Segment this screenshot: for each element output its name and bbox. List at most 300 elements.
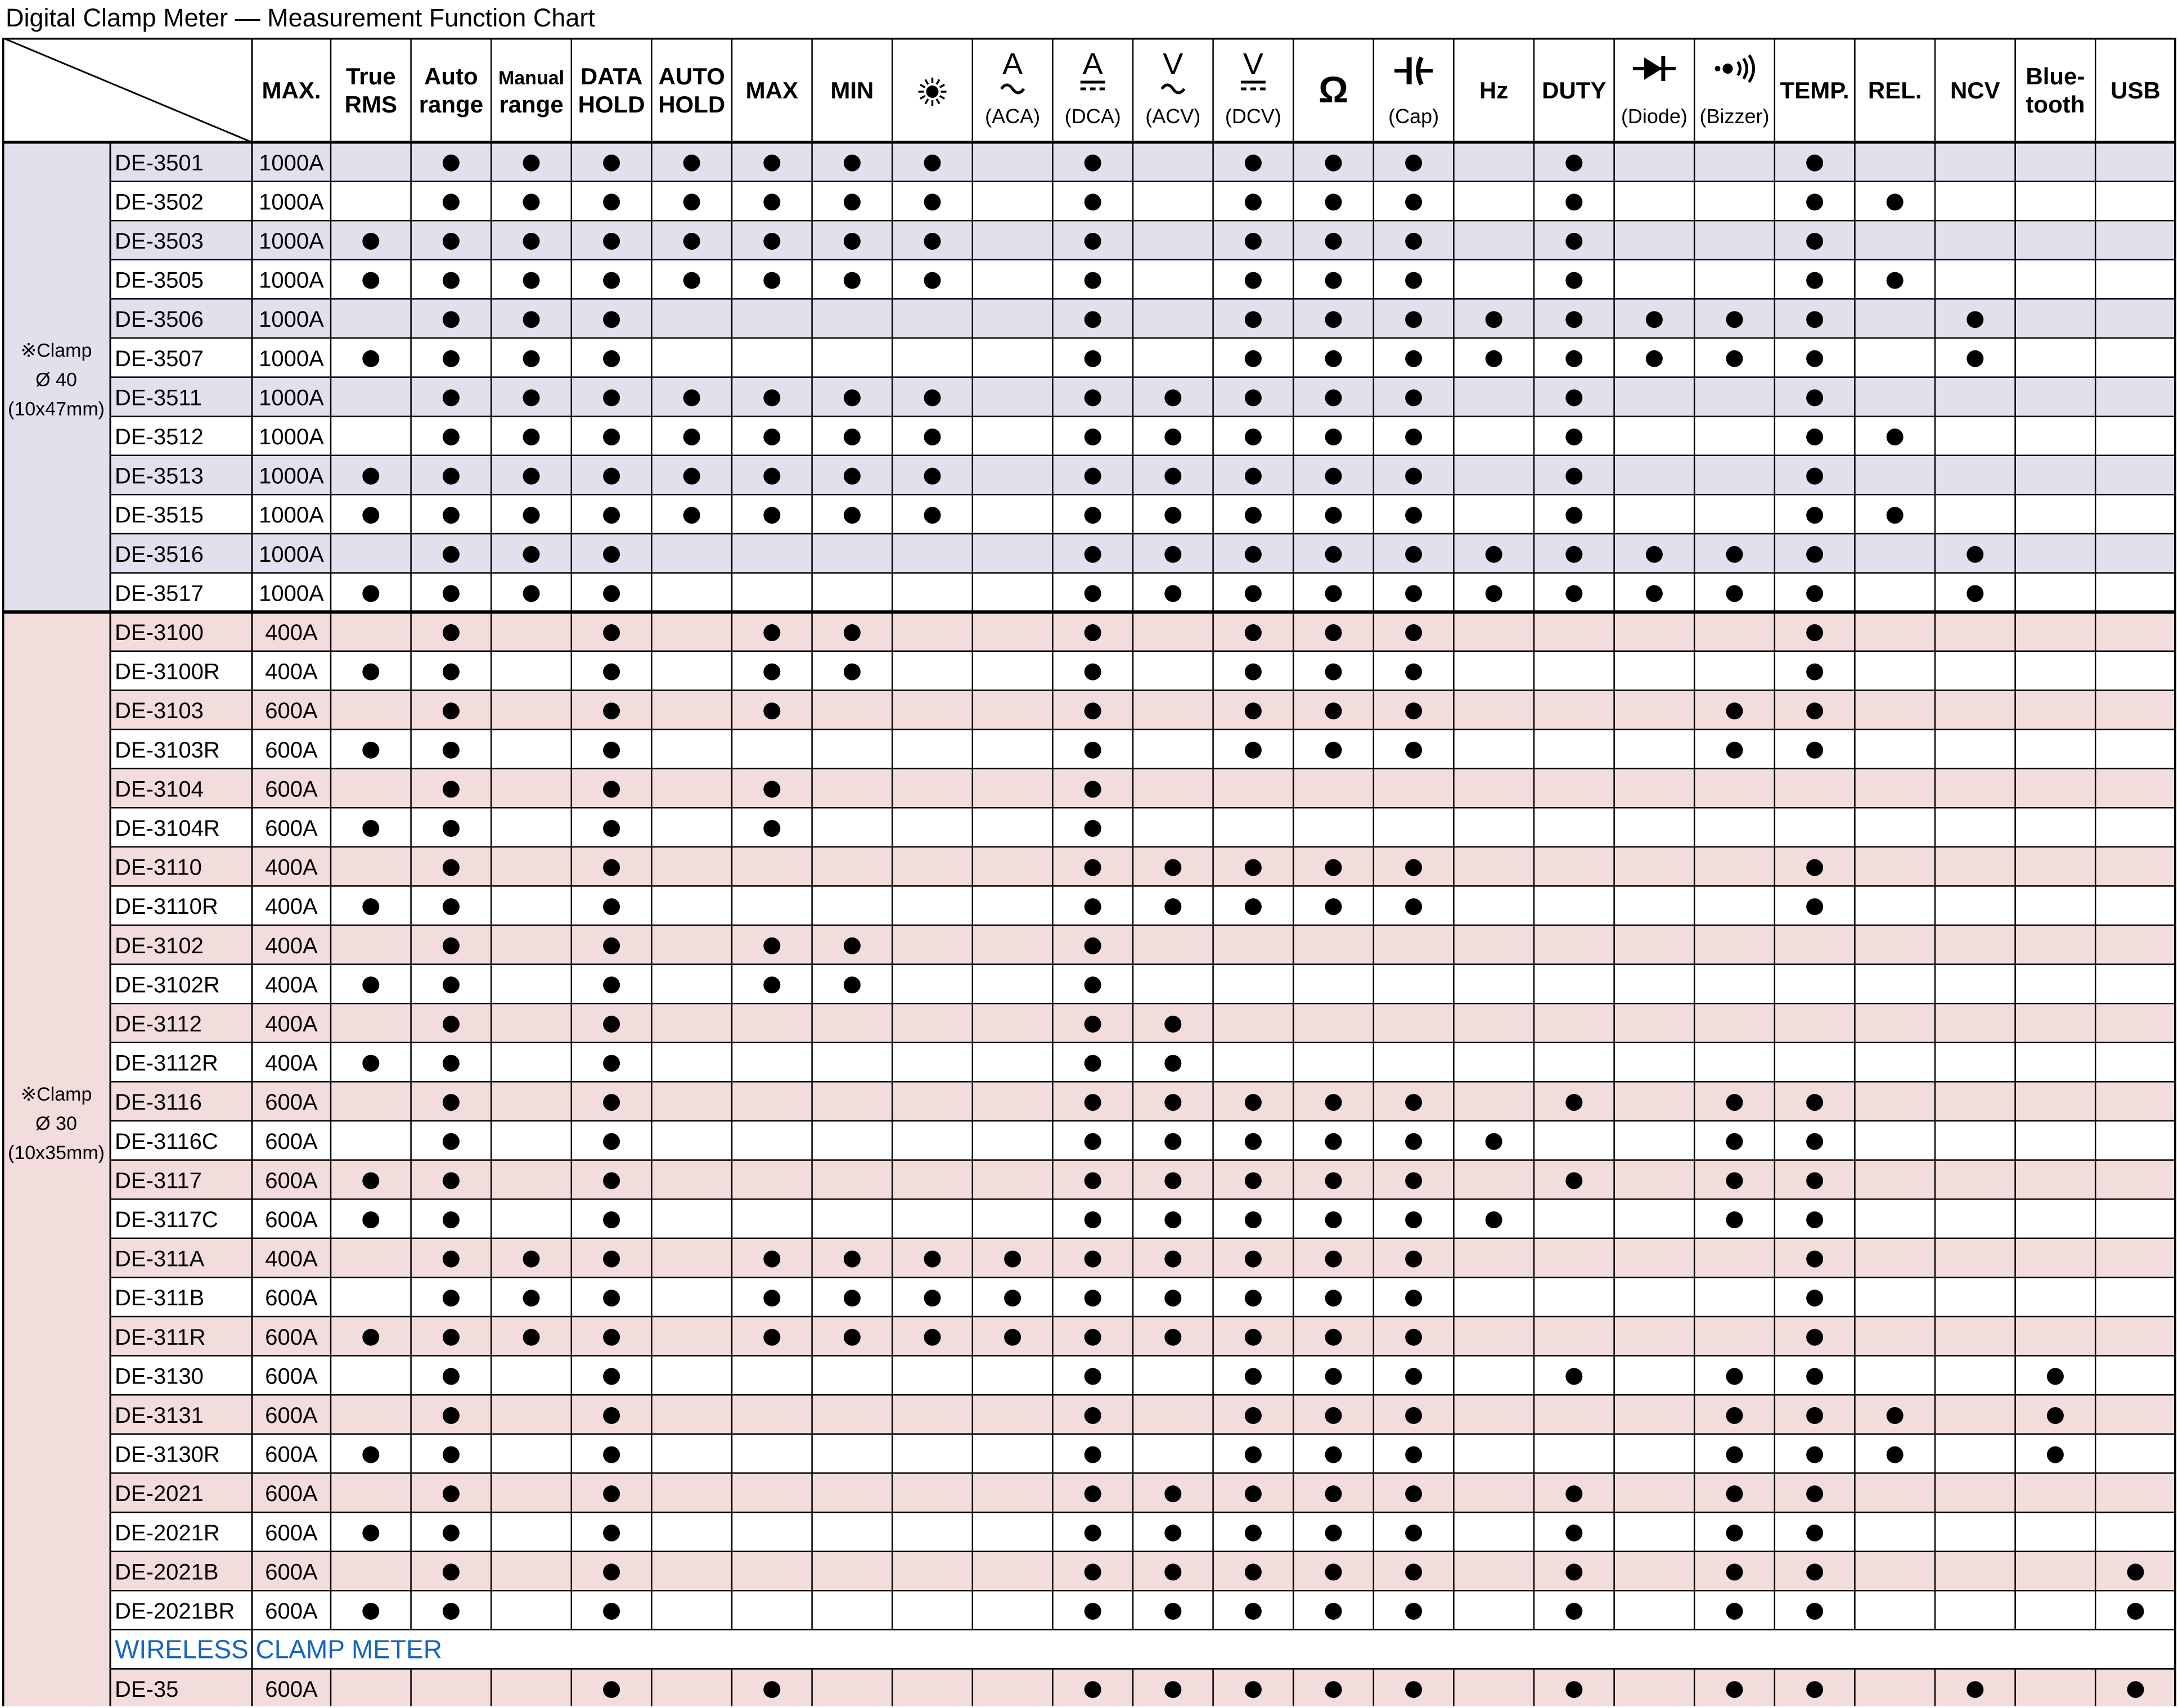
feature-dot-auto-range bbox=[443, 898, 460, 915]
feature-dot-cap bbox=[1405, 702, 1422, 719]
feature-dot-hz bbox=[1486, 1211, 1502, 1228]
model-name: DE-2021BR bbox=[115, 1599, 235, 1624]
model-name: DE-3117C bbox=[115, 1207, 218, 1232]
feature-dot-max-rec bbox=[763, 1329, 780, 1346]
dc-current-icon bbox=[1081, 47, 1105, 89]
feature-dot-rel bbox=[1887, 272, 1904, 289]
feature-dot-buzzer bbox=[1726, 1563, 1743, 1580]
feature-dot-cap bbox=[1405, 272, 1422, 289]
model-name: DE-2021 bbox=[115, 1481, 204, 1507]
model-row bbox=[115, 1129, 1823, 1154]
max-current: 1000A bbox=[259, 542, 324, 567]
feature-dot-bluetooth bbox=[2047, 1446, 2064, 1463]
header-label: HOLD bbox=[658, 91, 726, 118]
feature-dot-diode bbox=[1646, 350, 1663, 367]
feature-dot-temp bbox=[1806, 664, 1823, 681]
feature-dot-auto-range bbox=[443, 702, 460, 719]
feature-dot-manual-range bbox=[523, 429, 540, 445]
feature-dot-max-rec bbox=[763, 976, 780, 993]
feature-dot-data-hold bbox=[603, 820, 620, 837]
feature-dot-true-rms bbox=[362, 664, 379, 681]
model-name: DE-2021B bbox=[115, 1560, 219, 1585]
feature-dot-dca bbox=[1084, 1368, 1101, 1385]
model-name: DE-3513 bbox=[115, 463, 204, 489]
header-caption: (ACV) bbox=[1145, 105, 1201, 128]
model-name: DE-3505 bbox=[115, 268, 204, 293]
feature-dot-manual-range bbox=[523, 546, 540, 563]
feature-dot-acv bbox=[1164, 1603, 1181, 1620]
feature-dot-max-rec bbox=[763, 1251, 780, 1268]
feature-dot-temp bbox=[1806, 155, 1823, 172]
feature-dot-usb bbox=[2127, 1681, 2144, 1698]
feature-dot-dcv bbox=[1245, 1133, 1262, 1150]
header-label: TEMP. bbox=[1780, 77, 1850, 103]
header-max bbox=[262, 77, 321, 103]
feature-dot-auto-range bbox=[443, 1329, 460, 1346]
feature-dot-cap bbox=[1405, 1251, 1422, 1268]
feature-dot-dca bbox=[1084, 429, 1101, 445]
max-current: 1000A bbox=[259, 229, 324, 254]
feature-dot-auto-range bbox=[443, 1368, 460, 1385]
row-shading bbox=[110, 1317, 2176, 1356]
header-caption: (Bizzer) bbox=[1699, 105, 1770, 128]
model-name: DE-3100R bbox=[115, 659, 220, 684]
feature-dot-temp bbox=[1806, 1211, 1823, 1228]
feature-dot-max-rec bbox=[763, 193, 780, 210]
row-shading bbox=[110, 847, 2176, 886]
max-current: 1000A bbox=[259, 581, 324, 606]
feature-dot-dca bbox=[1084, 1407, 1101, 1424]
model-row bbox=[115, 1207, 1823, 1232]
ohm-icon bbox=[1318, 69, 1348, 110]
group-shading bbox=[2, 1630, 110, 1706]
feature-dot-dca bbox=[1084, 350, 1101, 367]
feature-dot-acv bbox=[1164, 1211, 1181, 1228]
feature-dot-temp bbox=[1806, 624, 1823, 641]
feature-dot-hz bbox=[1486, 546, 1502, 563]
header-auto-hold bbox=[658, 63, 725, 118]
feature-dot-ncv bbox=[1966, 546, 1983, 563]
dc-voltage-icon bbox=[1241, 47, 1266, 89]
model-name: DE-3112 bbox=[115, 1012, 202, 1036]
feature-dot-max-rec bbox=[763, 1681, 780, 1698]
feature-dot-true-rms bbox=[362, 1603, 379, 1620]
feature-dot-min-rec bbox=[844, 233, 861, 250]
feature-dot-auto-range bbox=[443, 233, 460, 250]
feature-dot-true-rms bbox=[362, 272, 379, 289]
feature-dot-min-rec bbox=[844, 193, 861, 210]
feature-dot-auto-range bbox=[443, 1133, 460, 1150]
max-current: 600A bbox=[265, 1442, 318, 1467]
feature-dot-true-rms bbox=[362, 585, 379, 602]
feature-dot-temp bbox=[1806, 429, 1823, 445]
model-name: DE-3515 bbox=[115, 503, 204, 528]
feature-dot-dca bbox=[1084, 1329, 1101, 1346]
model-row bbox=[115, 894, 1823, 919]
header-bluetooth bbox=[2026, 63, 2085, 118]
feature-dot-cap bbox=[1405, 664, 1422, 681]
max-current: 600A bbox=[265, 1520, 318, 1545]
feature-dot-dcv bbox=[1245, 1368, 1262, 1385]
feature-dot-true-rms bbox=[362, 820, 379, 837]
feature-dot-data-hold bbox=[603, 898, 620, 915]
header-label: DUTY bbox=[1542, 77, 1606, 103]
icon-letter: V bbox=[1163, 47, 1184, 81]
feature-dot-data-hold bbox=[603, 311, 620, 328]
feature-dot-data-hold bbox=[603, 1368, 620, 1385]
header-caption: (ACA) bbox=[985, 105, 1041, 128]
feature-dot-auto-range bbox=[443, 781, 460, 797]
feature-dot-temp bbox=[1806, 859, 1823, 876]
model-name: DE-311A bbox=[115, 1246, 205, 1272]
feature-dot-max-rec bbox=[763, 624, 780, 641]
feature-dot-data-hold bbox=[603, 781, 620, 797]
header-label: range bbox=[499, 91, 564, 118]
feature-dot-dcv bbox=[1245, 429, 1262, 445]
feature-dot-dcv bbox=[1245, 1329, 1262, 1346]
feature-dot-data-hold bbox=[603, 1563, 620, 1580]
feature-dot-data-hold bbox=[603, 507, 620, 524]
row-shading bbox=[110, 1003, 2176, 1043]
feature-dot-min-rec bbox=[844, 155, 861, 172]
header-backlight bbox=[919, 78, 947, 106]
model-name: DE-3131 bbox=[115, 1403, 204, 1428]
feature-dot-data-hold bbox=[603, 1016, 620, 1033]
max-current: 400A bbox=[265, 620, 318, 645]
feature-dot-dca bbox=[1084, 1251, 1101, 1268]
feature-dot-dca bbox=[1084, 624, 1101, 641]
model-row bbox=[115, 190, 1904, 214]
feature-dot-temp bbox=[1806, 898, 1823, 915]
feature-dot-data-hold bbox=[603, 233, 620, 250]
feature-dot-duty bbox=[1565, 193, 1582, 210]
feature-dot-temp bbox=[1806, 702, 1823, 719]
header-data-hold bbox=[578, 63, 645, 118]
feature-dot-max-rec bbox=[763, 429, 780, 445]
header-label: Manual bbox=[498, 67, 565, 89]
group-label-line: Ø 30 bbox=[35, 1113, 77, 1134]
feature-dot-temp bbox=[1806, 468, 1823, 485]
header-temp bbox=[1780, 77, 1850, 103]
feature-dot-max-rec bbox=[763, 820, 780, 837]
feature-dot-dcv bbox=[1245, 624, 1262, 641]
header-caption: (Cap) bbox=[1388, 105, 1439, 128]
feature-dot-temp bbox=[1806, 272, 1823, 289]
max-current: 600A bbox=[265, 1560, 318, 1585]
feature-dot-auto-range bbox=[443, 389, 460, 406]
feature-dot-ohm bbox=[1325, 1368, 1342, 1385]
header-manual-range bbox=[498, 67, 564, 118]
model-name: DE-3516 bbox=[115, 542, 204, 567]
feature-dot-dca bbox=[1084, 664, 1101, 681]
feature-dot-auto-range bbox=[443, 1094, 460, 1111]
feature-dot-max-rec bbox=[763, 938, 780, 954]
header-true-rms bbox=[345, 63, 397, 118]
feature-dot-temp bbox=[1806, 742, 1823, 759]
feature-dot-acv bbox=[1164, 1133, 1181, 1150]
max-current: 1000A bbox=[259, 385, 324, 411]
feature-dot-ohm bbox=[1325, 624, 1342, 641]
feature-dot-duty bbox=[1565, 1563, 1582, 1580]
header-caption: (DCA) bbox=[1064, 105, 1121, 128]
feature-dot-backlight bbox=[924, 155, 941, 172]
feature-dot-auto-range bbox=[443, 1525, 460, 1542]
feature-dot-temp bbox=[1806, 1329, 1823, 1346]
feature-dot-rel bbox=[1887, 193, 1904, 210]
feature-dot-dca bbox=[1084, 1681, 1101, 1698]
feature-dot-duty bbox=[1565, 1368, 1582, 1385]
max-current: 400A bbox=[265, 933, 318, 958]
feature-dot-data-hold bbox=[603, 1603, 620, 1620]
feature-dot-buzzer bbox=[1726, 546, 1743, 563]
model-row bbox=[115, 1364, 2064, 1389]
header-ohm bbox=[1318, 69, 1348, 110]
model-name: DE-3501 bbox=[115, 150, 204, 175]
feature-dot-hz bbox=[1486, 311, 1502, 328]
feature-dot-cap bbox=[1405, 350, 1422, 367]
feature-dot-data-hold bbox=[603, 585, 620, 602]
feature-dot-buzzer bbox=[1726, 1368, 1743, 1385]
feature-dot-cap bbox=[1405, 1290, 1422, 1306]
header-max-rec bbox=[746, 77, 798, 103]
feature-dot-min-rec bbox=[844, 938, 861, 954]
header-hz bbox=[1479, 77, 1508, 103]
feature-dot-cap bbox=[1405, 1446, 1422, 1463]
model-name: DE-3103 bbox=[115, 698, 204, 724]
feature-dot-duty bbox=[1565, 155, 1582, 172]
model-row bbox=[115, 268, 1904, 293]
header-label: tooth bbox=[2026, 91, 2085, 118]
header-label: RMS bbox=[344, 91, 397, 118]
feature-dot-manual-range bbox=[523, 233, 540, 250]
feature-dot-auto-range bbox=[443, 1172, 460, 1189]
feature-dot-duty bbox=[1565, 1172, 1582, 1189]
group-label-line: ※Clamp bbox=[20, 1084, 92, 1105]
feature-dot-data-hold bbox=[603, 1094, 620, 1111]
feature-dot-data-hold bbox=[603, 429, 620, 445]
model-name: DE-3502 bbox=[115, 190, 204, 215]
row-shading bbox=[110, 220, 2176, 260]
feature-dot-data-hold bbox=[603, 1133, 620, 1150]
feature-dot-bluetooth bbox=[2047, 1368, 2064, 1385]
feature-dot-data-hold bbox=[603, 1525, 620, 1542]
feature-dot-dca bbox=[1084, 546, 1101, 563]
row-shading bbox=[110, 1081, 2176, 1121]
feature-dot-auto-hold bbox=[683, 272, 700, 289]
model-name: DE-3112R bbox=[115, 1051, 218, 1076]
max-current: 600A bbox=[265, 1324, 318, 1350]
max-current: 400A bbox=[265, 659, 318, 684]
feature-dot-ohm bbox=[1325, 155, 1342, 172]
feature-dot-max-rec bbox=[763, 272, 780, 289]
feature-dot-true-rms bbox=[362, 1172, 379, 1189]
feature-dot-auto-hold bbox=[683, 507, 700, 524]
feature-dot-buzzer bbox=[1726, 1603, 1743, 1620]
wireless-section-header bbox=[115, 1635, 442, 1664]
feature-dot-ohm bbox=[1325, 1681, 1342, 1698]
header-label: True bbox=[345, 63, 396, 89]
row-shading bbox=[110, 1669, 2176, 1706]
max-current: 1000A bbox=[259, 190, 324, 215]
feature-dot-dca bbox=[1084, 1525, 1101, 1542]
feature-dot-auto-range bbox=[443, 272, 460, 289]
feature-dot-dca bbox=[1084, 507, 1101, 524]
feature-dot-data-hold bbox=[603, 859, 620, 876]
feature-dot-ohm bbox=[1325, 898, 1342, 915]
max-current: 600A bbox=[265, 1129, 318, 1154]
feature-dot-max-rec bbox=[763, 781, 780, 797]
feature-dot-duty bbox=[1565, 1603, 1582, 1620]
max-current: 1000A bbox=[259, 346, 324, 371]
model-name: DE-3102 bbox=[115, 933, 204, 958]
row-shading bbox=[110, 769, 2176, 808]
feature-dot-data-hold bbox=[603, 1329, 620, 1346]
icon-letter: Ω bbox=[1318, 69, 1348, 110]
feature-dot-dcv bbox=[1245, 898, 1262, 915]
model-row bbox=[115, 346, 1983, 371]
feature-dot-auto-range bbox=[443, 311, 460, 328]
feature-dot-usb bbox=[2127, 1563, 2144, 1580]
feature-dot-backlight bbox=[924, 193, 941, 210]
row-shading bbox=[110, 1473, 2176, 1512]
feature-dot-cap bbox=[1405, 233, 1422, 250]
max-current: 600A bbox=[265, 1677, 318, 1702]
header-label: DATA bbox=[580, 63, 643, 89]
feature-dot-dca bbox=[1084, 585, 1101, 602]
header-label: range bbox=[418, 91, 484, 118]
feature-dot-ohm bbox=[1325, 1485, 1342, 1502]
feature-dot-ncv bbox=[1966, 585, 1983, 602]
feature-dot-dcv bbox=[1245, 507, 1262, 524]
feature-dot-auto-range bbox=[443, 468, 460, 485]
feature-dot-auto-range bbox=[443, 193, 460, 210]
feature-dot-buzzer bbox=[1726, 1133, 1743, 1150]
feature-dot-cap bbox=[1405, 311, 1422, 328]
feature-dot-dca bbox=[1084, 1172, 1101, 1189]
model-row bbox=[115, 660, 1823, 684]
feature-dot-auto-range bbox=[443, 1251, 460, 1268]
feature-dot-temp bbox=[1806, 233, 1823, 250]
feature-dot-dca bbox=[1084, 193, 1101, 210]
feature-dot-aca bbox=[1004, 1251, 1021, 1268]
feature-dot-auto-range bbox=[443, 1485, 460, 1502]
feature-dot-dca bbox=[1084, 1485, 1101, 1502]
feature-dot-data-hold bbox=[603, 664, 620, 681]
feature-dot-ohm bbox=[1325, 1603, 1342, 1620]
feature-dot-cap bbox=[1405, 585, 1422, 602]
model-name: DE-3110 bbox=[115, 855, 202, 880]
feature-dot-true-rms bbox=[362, 1525, 379, 1542]
max-current: 1000A bbox=[259, 150, 324, 175]
feature-dot-cap bbox=[1405, 546, 1422, 563]
feature-dot-dcv bbox=[1245, 1094, 1262, 1111]
feature-dot-duty bbox=[1565, 272, 1582, 289]
feature-dot-duty bbox=[1565, 468, 1582, 485]
max-current: 600A bbox=[265, 816, 318, 841]
max-current: 1000A bbox=[259, 268, 324, 293]
feature-dot-dcv bbox=[1245, 1525, 1262, 1542]
feature-dot-duty bbox=[1565, 546, 1582, 563]
header-label: MIN bbox=[830, 77, 874, 103]
model-name: DE-3511 bbox=[115, 385, 202, 411]
feature-dot-dcv bbox=[1245, 546, 1262, 563]
model-row bbox=[115, 972, 1101, 997]
feature-dot-auto-range bbox=[443, 1016, 460, 1033]
feature-dot-min-rec bbox=[844, 507, 861, 524]
feature-dot-dcv bbox=[1245, 1407, 1262, 1424]
header-auto-range bbox=[419, 63, 483, 118]
feature-dot-dcv bbox=[1245, 1251, 1262, 1268]
feature-dot-aca bbox=[1004, 1329, 1021, 1346]
feature-dot-duty bbox=[1565, 233, 1582, 250]
feature-dot-dca bbox=[1084, 1563, 1101, 1580]
backlight-icon bbox=[919, 78, 947, 106]
feature-dot-ohm bbox=[1325, 1133, 1342, 1150]
header-label: REL. bbox=[1868, 77, 1922, 103]
max-current: 1000A bbox=[259, 463, 324, 489]
feature-dot-backlight bbox=[924, 389, 941, 406]
feature-dot-data-hold bbox=[603, 1446, 620, 1463]
feature-dot-manual-range bbox=[523, 389, 540, 406]
feature-dot-dcv bbox=[1245, 859, 1262, 876]
feature-dot-max-rec bbox=[763, 389, 780, 406]
diode-icon bbox=[1633, 56, 1676, 81]
feature-dot-dcv bbox=[1245, 193, 1262, 210]
feature-dot-cap bbox=[1405, 1603, 1422, 1620]
max-current: 600A bbox=[265, 1364, 318, 1389]
feature-dot-max-rec bbox=[763, 664, 780, 681]
feature-dot-backlight bbox=[924, 272, 941, 289]
row-shading bbox=[110, 142, 2176, 182]
group-label-line: (10x47mm) bbox=[8, 398, 105, 420]
feature-dot-auto-range bbox=[443, 546, 460, 563]
feature-dot-duty bbox=[1565, 507, 1582, 524]
feature-dot-dca bbox=[1084, 781, 1101, 797]
feature-dot-data-hold bbox=[603, 155, 620, 172]
header-label: MAX. bbox=[262, 77, 321, 103]
feature-dot-dcv bbox=[1245, 1172, 1262, 1189]
feature-dot-auto-range bbox=[443, 507, 460, 524]
feature-dot-cap bbox=[1405, 1133, 1422, 1150]
feature-dot-dcv bbox=[1245, 1446, 1262, 1463]
feature-dot-temp bbox=[1806, 1563, 1823, 1580]
feature-dot-auto-range bbox=[443, 1563, 460, 1580]
model-row bbox=[115, 1599, 2144, 1624]
model-row bbox=[115, 1521, 1823, 1545]
max-current: 600A bbox=[265, 1168, 318, 1193]
feature-dot-hz bbox=[1486, 585, 1502, 602]
feature-dot-hz bbox=[1486, 1133, 1502, 1150]
model-row bbox=[115, 503, 1904, 528]
feature-dot-auto-hold bbox=[683, 429, 700, 445]
feature-dot-dcv bbox=[1245, 1290, 1262, 1306]
feature-dot-manual-range bbox=[523, 350, 540, 367]
model-name: DE-3517 bbox=[115, 581, 204, 606]
feature-dot-true-rms bbox=[362, 233, 379, 250]
max-current: 1000A bbox=[259, 425, 324, 449]
model-name: DE-3116C bbox=[115, 1129, 218, 1154]
feature-dot-buzzer bbox=[1726, 1172, 1743, 1189]
feature-dot-data-hold bbox=[603, 1251, 620, 1268]
feature-dot-ohm bbox=[1325, 1290, 1342, 1306]
row-shading bbox=[110, 1395, 2176, 1434]
header-acv bbox=[1145, 47, 1200, 128]
feature-dot-true-rms bbox=[362, 1446, 379, 1463]
feature-dot-auto-range bbox=[443, 429, 460, 445]
feature-dot-dcv bbox=[1245, 272, 1262, 289]
feature-dot-auto-range bbox=[443, 938, 460, 954]
feature-dot-cap bbox=[1405, 1211, 1422, 1228]
